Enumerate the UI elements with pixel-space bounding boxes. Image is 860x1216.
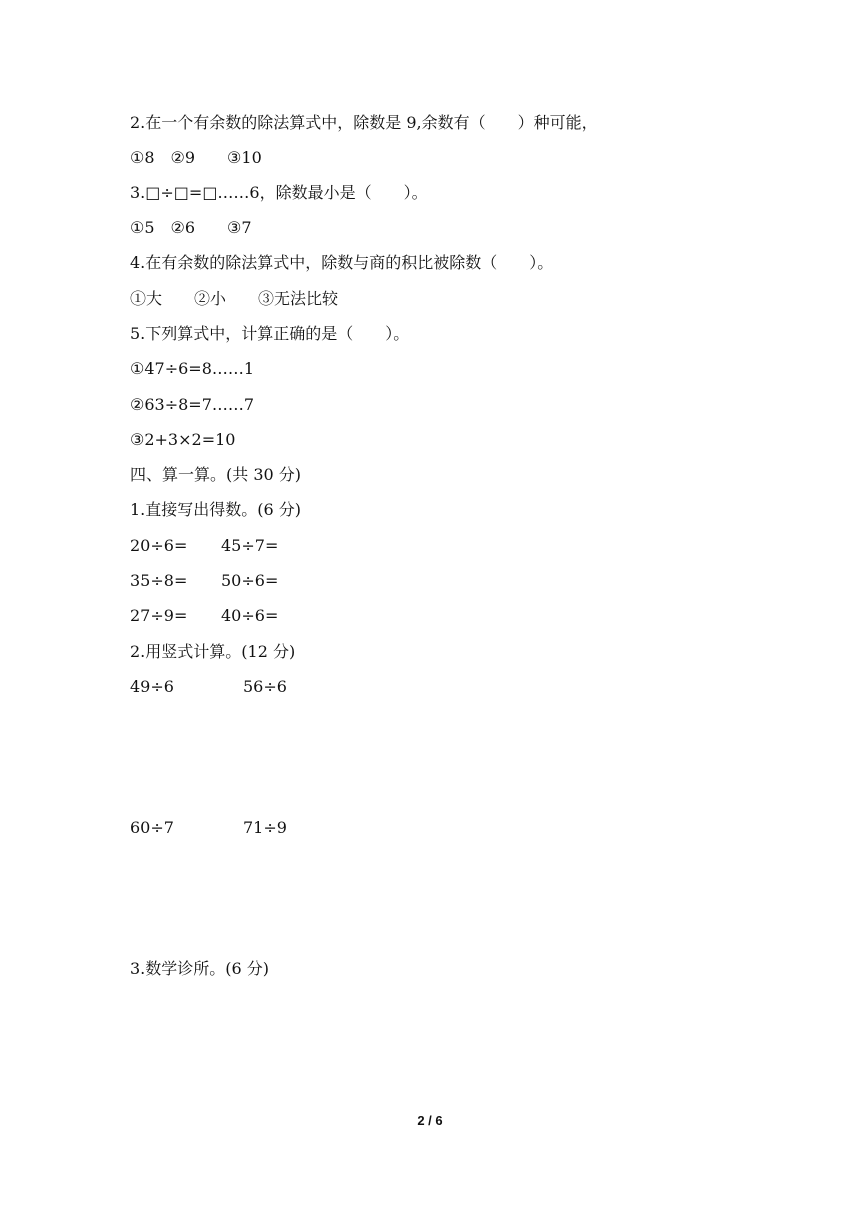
part-2-title: 2.用竖式计算。(12 分) <box>130 642 296 661</box>
page-number: 2 / 6 <box>417 1113 443 1128</box>
mental-math-item: 45÷7= <box>221 536 279 555</box>
question-3-options: ①5 ②6 ③7 <box>130 218 252 237</box>
mental-math-item: 35÷8= <box>130 571 188 590</box>
question-3-text: 3.□÷□=□……6，除数最小是（ ）。 <box>130 183 428 202</box>
part-1-title: 1.直接写出得数。(6 分) <box>130 500 302 519</box>
vertical-calc-item: 71÷9 <box>243 818 287 837</box>
mental-math-item: 50÷6= <box>221 571 279 590</box>
mental-math-item: 40÷6= <box>221 606 279 625</box>
question-4-text: 4.在有余数的除法算式中，除数与商的积比被除数（ ）。 <box>130 253 554 272</box>
question-5-text: 5.下列算式中，计算正确的是（ ）。 <box>130 324 410 343</box>
mental-math-item: 27÷9= <box>130 606 188 625</box>
question-2-text: 2.在一个有余数的除法算式中，除数是 9,余数有（ ）种可能， <box>130 113 598 132</box>
question-5-option-1: ①47÷6=8……1 <box>130 359 255 378</box>
mental-math-item: 20÷6= <box>130 536 188 555</box>
part-3-title: 3.数学诊所。(6 分) <box>130 959 270 978</box>
question-5-option-3: ③2+3×2=10 <box>130 430 236 449</box>
vertical-calc-item: 60÷7 <box>130 818 174 837</box>
question-2-options: ①8 ②9 ③10 <box>130 148 262 167</box>
question-4-options: ①大 ②小 ③无法比较 <box>130 289 339 308</box>
vertical-calc-item: 49÷6 <box>130 677 174 696</box>
question-5-option-2: ②63÷8=7……7 <box>130 395 255 414</box>
section-4-title: 四、算一算。(共 30 分) <box>130 465 302 484</box>
vertical-calc-item: 56÷6 <box>243 677 287 696</box>
